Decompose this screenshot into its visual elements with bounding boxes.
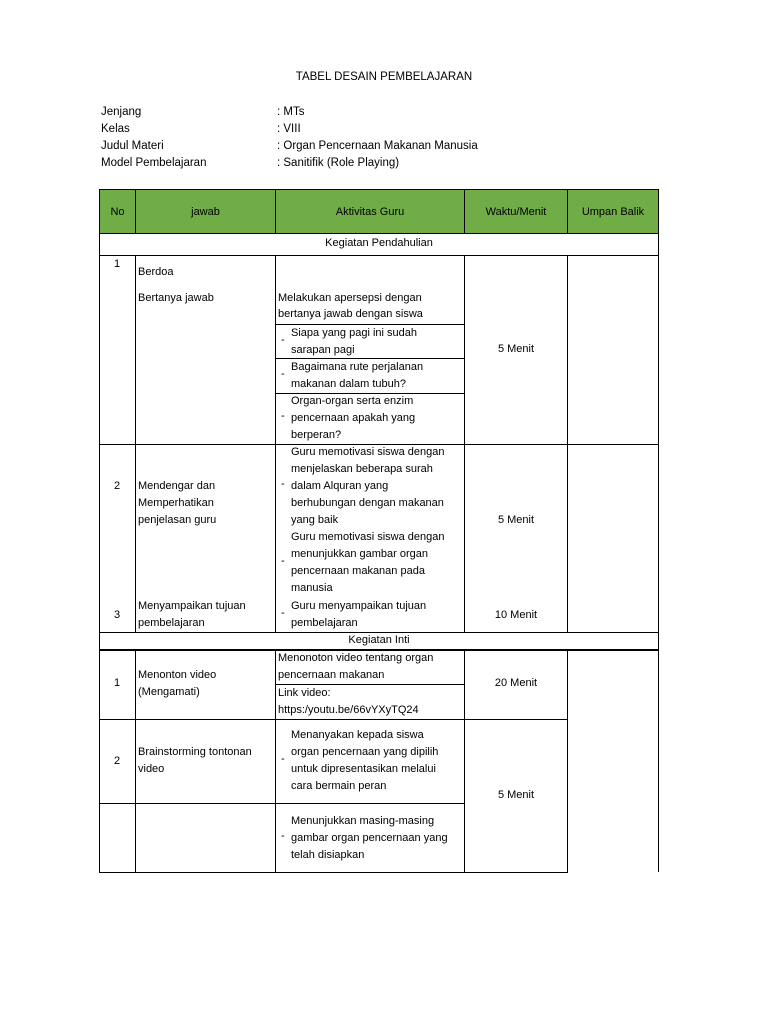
waktu-r3: 10 Menit [494, 609, 538, 621]
bullet-dash: - [281, 368, 285, 380]
row-number: 3 [114, 609, 121, 621]
meta-value-model: : Sanitifik (Role Playing) [277, 157, 400, 169]
table-border [135, 650, 136, 872]
meta-value-judul: : Organ Pencernaan Makanan Manusia [277, 140, 478, 152]
bullet-dash: - [281, 555, 285, 567]
meta-value-kelas: : VIII [277, 123, 301, 135]
aktivitas-motivasi-2a: Guru memotivasi siswa dengan [291, 531, 445, 543]
waktu-r1: 5 Menit [497, 343, 535, 355]
section-pendahuluan: Kegiatan Pendahulian [325, 237, 433, 249]
aktivitas-gambar-1: Menunjukkan masing-masing [291, 815, 435, 827]
table-border [658, 650, 659, 872]
aktivitas-gambar-3: telah disiapkan [291, 849, 365, 861]
jawab-brainstorming-1: Brainstorming tontonan [138, 746, 252, 758]
table-divider [99, 872, 568, 873]
bullet-dash: - [281, 830, 285, 842]
aktivitas-gambar-2: gambar organ pencernaan yang [291, 832, 448, 844]
jawab-berdoa: Berdoa [138, 266, 174, 278]
aktivitas-motivasi-2b: menunjukkan gambar organ [291, 548, 428, 560]
bullet-dash: - [281, 753, 285, 765]
table-divider [99, 803, 465, 804]
aktivitas-motivasi-1b: menjelaskan beberapa surah [291, 463, 433, 475]
aktivitas-motivasi-1c: dalam Alquran yang [291, 480, 389, 492]
meta-value-jenjang: : MTs [277, 106, 305, 118]
aktivitas-menanyakan-4: cara bermain peran [291, 780, 387, 792]
aktivitas-motivasi-2d: manusia [291, 582, 333, 594]
aktivitas-motivasi-1d: berhubungan dengan makanan [291, 497, 444, 509]
jawab-mendengar-1: Mendengar dan [138, 480, 216, 492]
bullet-dash: - [281, 478, 285, 490]
jawab-tujuan-1: Menyampaikan tujuan [138, 600, 246, 612]
aktivitas-video-2: pencernaan makanan [278, 669, 385, 681]
header-umpan: Umpan Balik [567, 189, 659, 234]
meta-label-kelas: Kelas [101, 123, 130, 135]
jawab-brainstorming-2: video [138, 763, 165, 775]
bullet-dash: - [281, 334, 285, 346]
aktivitas-motivasi-2c: pencernaan makanan pada [291, 565, 425, 577]
meta-label-judul: Judul Materi [101, 140, 164, 152]
aktivitas-tujuan-1: Guru menyampaikan tujuan [291, 600, 427, 612]
header-waktu: Waktu/Menit [464, 189, 568, 234]
table-border [99, 650, 100, 872]
aktivitas-menanyakan-1: Menanyakan kepada siswa [291, 729, 424, 741]
sub-question-3b: pencernaan apakah yang [291, 412, 416, 424]
waktu-r2: 5 Menit [497, 514, 535, 526]
jawab-menonton-1: Menonton video [138, 669, 217, 681]
jawab-mendengar-2: Memperhatikan [138, 497, 214, 509]
row-number: 2 [114, 755, 121, 767]
aktivitas-motivasi-1e: yang baik [291, 514, 339, 526]
meta-label-model: Model Pembelajaran [101, 157, 207, 169]
waktu-inti-r23: 5 Menit [497, 789, 535, 801]
sub-question-1b: sarapan pagi [291, 344, 355, 356]
aktivitas-apersepsi-1: Melakukan apersepsi dengan [278, 292, 422, 304]
link-label: Link video: [278, 687, 331, 699]
section-inti: Kegiatan Inti [348, 634, 410, 646]
aktivitas-menanyakan-3: untuk dipresentasikan melalui [291, 763, 436, 775]
header-no: No [99, 189, 136, 234]
jawab-tujuan-2: pembelajaran [138, 617, 205, 629]
row-number: 2 [114, 480, 121, 492]
aktivitas-motivasi-1a: Guru memotivasi siswa dengan [291, 446, 445, 458]
meta-label-jenjang: Jenjang [101, 106, 142, 118]
waktu-inti-r1: 20 Menit [494, 677, 538, 689]
jawab-mendengar-3: penjelasan guru [138, 514, 217, 526]
row-number: 1 [114, 258, 121, 270]
sub-question-3a: Organ-organ serta enzim [291, 395, 414, 407]
table-divider [99, 255, 659, 256]
aktivitas-video-1: Menonoton video tentang organ [278, 652, 434, 664]
jawab-menonton-2: (Mengamati) [138, 686, 200, 698]
sub-question-2b: makanan dalam tubuh? [291, 378, 406, 390]
bullet-dash: - [281, 607, 285, 619]
aktivitas-apersepsi-2: bertanya jawab dengan siswa [278, 308, 423, 320]
row-number: 1 [114, 677, 121, 689]
header-aktivitas: Aktivitas Guru [275, 189, 465, 234]
aktivitas-menanyakan-2: organ pencernaan yang dipilih [291, 746, 439, 758]
video-link[interactable]: https:/youtu.be/66vYXyTQ24 [278, 704, 419, 716]
sub-question-2a: Bagaimana rute perjalanan [291, 361, 424, 373]
page-title: TABEL DESAIN PEMBELAJARAN [295, 71, 473, 83]
header-jawab: jawab [135, 189, 276, 234]
jawab-bertanya: Bertanya jawab [138, 292, 214, 304]
sub-question-3c: berperan? [291, 429, 342, 441]
bullet-dash: - [281, 410, 285, 422]
sub-question-1a: Siapa yang pagi ini sudah [291, 327, 417, 339]
aktivitas-tujuan-2: pembelajaran [291, 617, 358, 629]
table-divider [99, 719, 568, 720]
